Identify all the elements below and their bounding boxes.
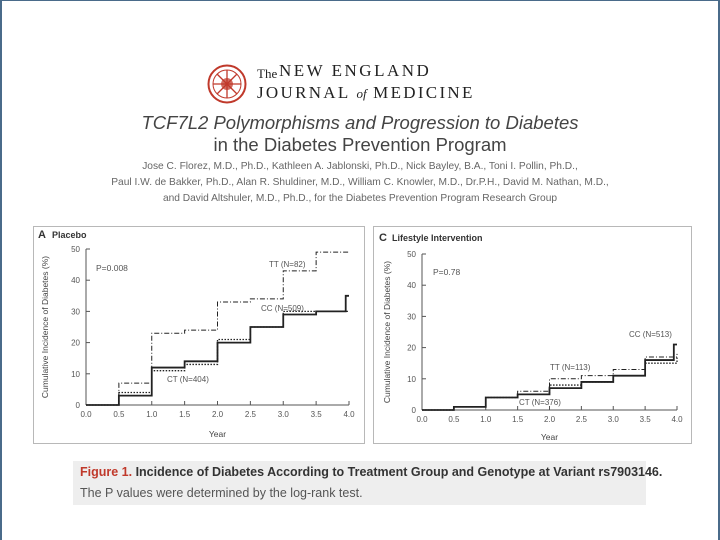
y-axis-label: Cumulative Incidence of Diabetes (%) [382,260,392,404]
x-tick-label: 4.0 [671,415,683,424]
article-title-line1: TCF7L2 Polymorphisms and Progression to Diabetes [141,112,579,133]
article-title-line2: in the Diabetes Prevention Program [213,134,507,155]
slide-border-top [0,0,720,1]
caption-body: The P values were determined by the log-rank test. [80,486,363,500]
x-tick-label: 3.5 [639,415,651,424]
x-tick-label: 3.0 [277,410,289,419]
x-axis-label: Year [208,429,227,439]
authors-line1: Jose C. Florez, M.D., Ph.D., Kathleen A. Jablonski, Ph.D., Nick Bayley, B.A., Toni I. Pollin, Ph.D., [142,161,578,172]
x-tick-label: 2.5 [244,410,256,419]
y-tick-label: 0 [75,401,80,410]
y-tick-label: 50 [407,250,416,259]
y-tick-label: 10 [71,369,80,379]
x-tick-label: 3.0 [607,415,619,424]
x-axis-label: Year [540,432,559,442]
y-tick-label: 30 [407,312,416,322]
caption-title [80,465,662,479]
series-line [86,252,349,405]
placebo-chart [34,227,364,443]
y-tick-label: 20 [71,338,80,348]
y-tick-label: 30 [71,307,80,317]
journal-seal-icon [207,64,247,104]
series-label: CC (N=513) [629,330,672,339]
chart-panel-lifestyle [373,226,692,444]
panel-letter: A [38,229,46,241]
authors-line3: and David Altshuler, M.D., Ph.D., for the Diabetes Prevention Program Research Group [162,193,558,204]
authors-line2: Paul I.W. de Bakker, Ph.D., Alan R. Shuldiner, M.D., William C. Knowler, M.D., Dr.P.H., David M. Nathan, M.D., [111,177,609,188]
x-tick-label: 0.5 [113,410,125,419]
x-tick-label: 2.0 [543,415,556,424]
y-tick-label: 20 [407,343,416,353]
y-axis-label: Cumulative Incidence of Diabetes (%) [40,255,50,399]
x-tick-label: 3.5 [310,410,322,419]
figure-caption [73,461,663,505]
journal-name-line1: NEW ENGLAND [279,61,432,80]
chart-panel-placebo [33,226,365,444]
y-tick-label: 50 [71,245,80,254]
x-tick-label: 1.5 [512,415,524,424]
series-label: CC (N=509) [261,304,304,313]
caption-heading: Incidence of Diabetes According to Treatment Group and Genotype at Variant rs7903146. [135,465,663,479]
x-tick-label: 2.5 [575,415,587,424]
p-value-annotation: P=0.008 [96,263,128,273]
journal-name-line2: JOURNAL of MEDICINE [257,83,475,102]
x-tick-label: 0.0 [416,415,428,424]
x-tick-label: 1.0 [146,410,158,419]
x-tick-label: 1.0 [480,415,492,424]
p-value-annotation: P=0.78 [433,267,461,277]
panel-title: Lifestyle Intervention [392,233,483,243]
y-tick-label: 40 [71,276,80,286]
series-label: TT (N=113) [550,363,591,372]
y-tick-label: 10 [407,374,416,384]
figure-label: Figure 1. [80,465,133,479]
series-label: TT (N=82) [269,260,306,269]
y-tick-label: 0 [411,406,416,415]
x-tick-label: 0.0 [80,410,92,419]
slide-border-left [0,0,2,540]
y-tick-label: 40 [407,281,416,291]
series-label: CT (N=376) [519,398,561,407]
panel-letter: C [379,232,387,244]
x-tick-label: 1.5 [179,410,191,419]
lifestyle-chart [374,227,691,443]
series-label: CT (N=404) [167,375,209,384]
x-tick-label: 2.0 [211,410,224,419]
x-tick-label: 0.5 [448,415,460,424]
journal-the: The [257,66,278,81]
panel-title: Placebo [52,230,87,240]
x-tick-label: 4.0 [343,410,355,419]
